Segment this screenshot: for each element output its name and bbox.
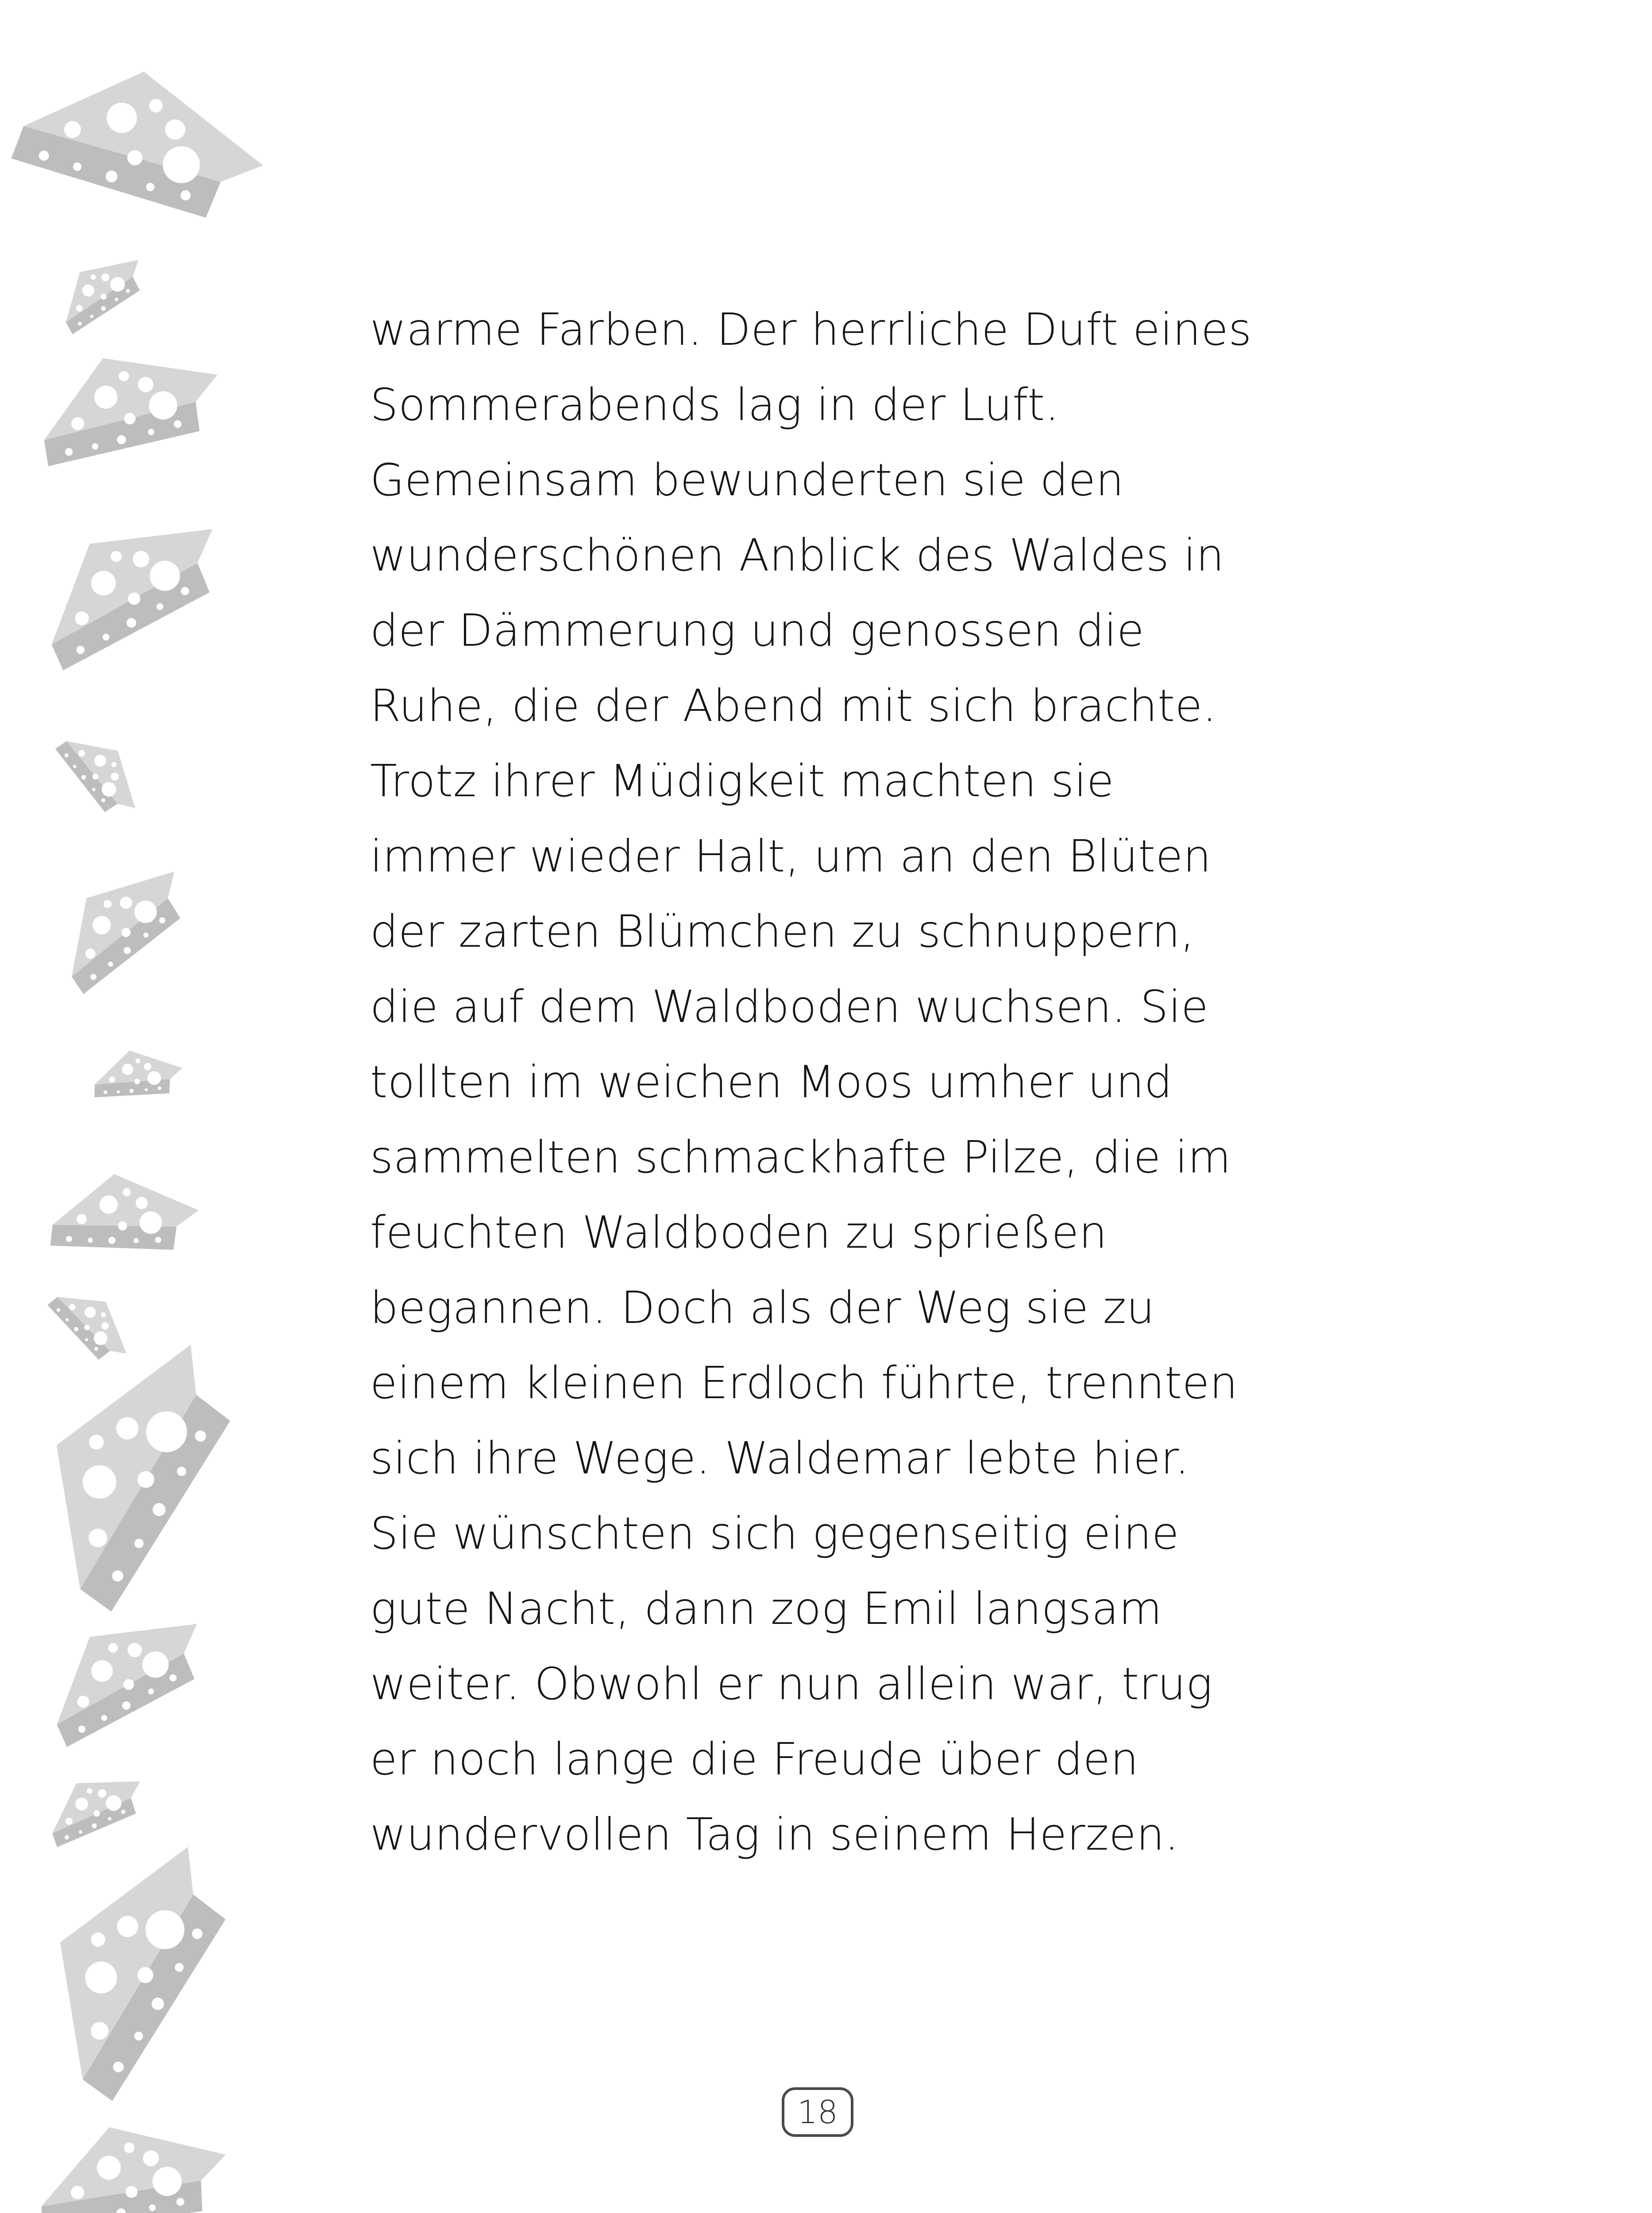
cheese-wedge-icon <box>46 1279 129 1375</box>
cheese-wedge-icon <box>35 522 232 671</box>
cheese-wedge-icon <box>48 1777 145 1847</box>
cheese-wedge-icon <box>92 1044 184 1117</box>
story-line: begannen. Doch als der Weg sie zu <box>370 1282 1155 1334</box>
story-text <box>370 292 1477 1872</box>
story-line: gute Nacht, dann zog Emil langsam <box>370 1583 1162 1635</box>
story-line: Sie wünschten sich gegenseitig eine <box>370 1507 1179 1559</box>
story-line: Ruhe, die der Abend mit sich brachte. <box>370 680 1217 732</box>
cheese-wedge-icon <box>6 1840 266 2106</box>
cheese-wedge-icon <box>46 1160 201 1289</box>
cheese-wedge-icon <box>43 1618 214 1748</box>
story-line: wundervollen Tag in seinem Herzen. <box>370 1808 1179 1860</box>
story-line: Trotz ihrer Müdigkeit machten sie <box>370 755 1114 807</box>
story-line: wunderschönen Anblick des Waldes in <box>370 529 1224 581</box>
cheese-wedge-icon <box>0 1338 266 1617</box>
story-line: er noch lange die Freude über den <box>370 1733 1139 1785</box>
story-line: der Dämmerung und genossen die <box>370 605 1144 656</box>
cheese-wedge-icon <box>42 354 218 480</box>
story-line: einem kleinen Erdloch führte, trennten <box>370 1357 1238 1409</box>
cheese-decoration-strip <box>0 0 266 2213</box>
story-line: feuchten Waldboden zu sprießen <box>370 1207 1108 1258</box>
story-line: weiter. Obwohl er nun allein war, trug <box>370 1658 1213 1710</box>
story-line: tollten im weichen Moos umher und <box>370 1056 1173 1108</box>
story-line: sich ihre Wege. Waldemar lebte hier. <box>370 1432 1189 1484</box>
story-line: der zarten Blümchen zu schnuppern, <box>370 906 1195 957</box>
story-line: sammelten schmackhafte Pilze, die im <box>370 1131 1231 1183</box>
story-line: immer wieder Halt, um an den Blüten <box>370 830 1212 882</box>
cheese-wedge-icon <box>54 257 153 335</box>
story-line: Gemeinsam bewunderten sie den <box>370 454 1124 506</box>
story-line: Sommerabends lag in der Luft. <box>370 379 1060 431</box>
page-number-badge: 18 <box>782 2087 853 2137</box>
story-line: die auf dem Waldboden wuchsen. Sie <box>370 981 1209 1033</box>
cheese-wedge-icon <box>37 2118 227 2213</box>
cheese-wedge-icon <box>54 726 138 827</box>
cheese-wedge-icon <box>48 867 203 995</box>
cheese-wedge-icon <box>4 33 266 279</box>
story-line: warme Farben. Der herrliche Duft eines <box>370 304 1252 355</box>
